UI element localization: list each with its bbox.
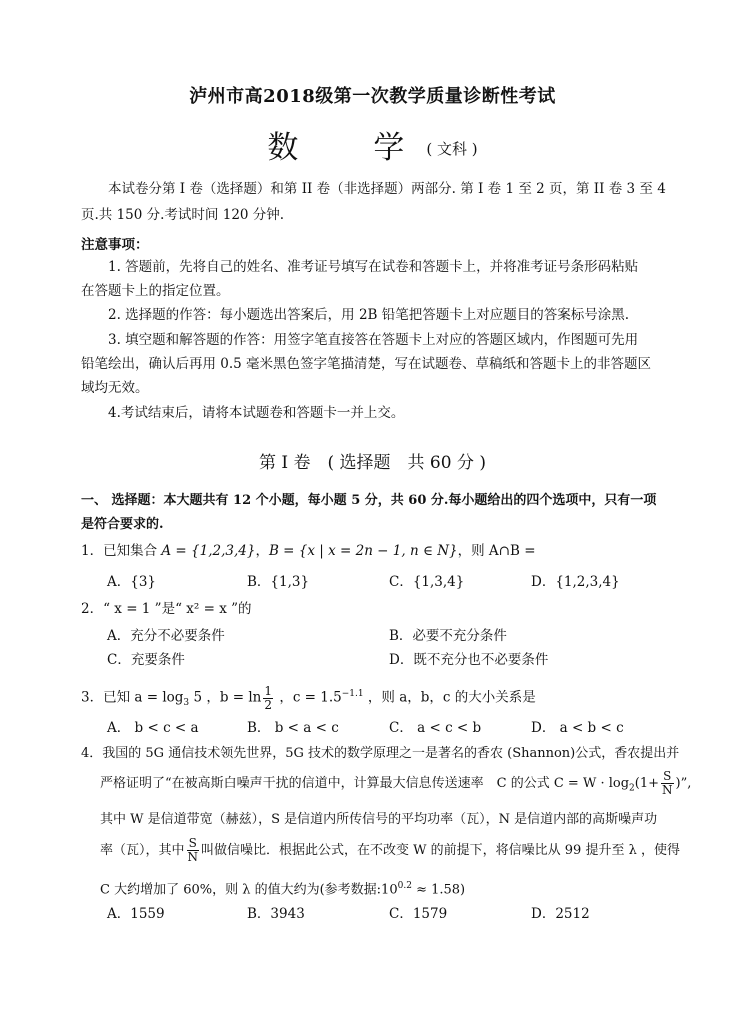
q2-option-d[interactable]: D．既不充分也不必要条件 [389,652,549,668]
q4-snr-fraction [187,837,200,864]
q1-option-a[interactable]: A．{3} [107,574,157,590]
question-1 [81,539,536,563]
section-title: 第 I 卷 ( 选择题 共 60 分 ) [258,453,487,473]
q4-shannon-fraction [661,770,674,797]
q4-option-d[interactable]: D．2512 [531,906,590,922]
q3-fraction [263,685,273,712]
q1-set-a: A = {1,2,3,4} [161,543,256,559]
q1-pre: 已知集合 [103,543,158,559]
q2-option-b[interactable]: B．必要不充分条件 [389,628,507,644]
intro-line-1: 本试卷分第 I 卷（选择题）和第 II 卷（非选择题）两部分. 第 I 卷 1 至 2 页，第 II 卷 3 至 4 [108,181,666,197]
q4-snr-n: N [187,850,199,864]
note-1b: 在答题卡上的指定位置。 [81,283,230,299]
q4-log-base: 2 [629,783,635,794]
q4-number: 4． [81,746,103,761]
q2-options-row-2 [107,648,667,668]
q3-frac-denominator: 2 [264,697,273,712]
q4-option-a[interactable]: A．1559 [107,906,165,922]
note-1a: 1. 答题前，先将自己的姓名、准考证号填写在试卷和答题卡上，并将准考证号条形码粘贴 [108,259,639,275]
q3-log-base: 3 [183,698,190,709]
question-4-line-3: 其中 W 是信道带宽（赫兹），S 是信道内所传信号的平均功率（瓦），N 是信道内部的高斯噪声功 [100,812,658,827]
q4-option-b[interactable]: B．3943 [247,906,305,922]
q4-snr-s: S [187,837,200,851]
q4-frac-n: N [662,783,673,797]
q1-sep: ， [255,543,269,559]
q1-options [107,570,667,590]
note-3c: 域均无效。 [81,380,149,396]
q3-option-c[interactable]: C． a < c < b [389,720,482,736]
q4-line-2c: (1+ [634,776,660,791]
question-4-line-2 [100,769,691,804]
q1-option-d[interactable]: D．{1,2,3,4} [531,574,620,590]
q4-frac-s: S [661,770,674,784]
q3-option-a[interactable]: A． b < c < a [107,720,199,736]
q2-number: 2． [81,601,104,617]
q4-line-1: 我国的 5G 通信技术领先世界，5G 技术的数学原理之一是著名的香农 (Shannon)公式，香农提出并 [102,746,680,761]
q3-a-tail: 5 ，b = ln [189,689,262,706]
q4-line-2e: )”, [675,776,692,791]
q4-line-4a: 率（瓦），其中 [100,843,185,858]
q2-option-a[interactable]: A．充分不必要条件 [107,628,225,644]
note-4: 4.考试结束后，请将本试题卷和答题卡一并上交。 [108,405,405,421]
note-3a: 3. 填空题和解答题的作答：用签字笔直接答在答题卡上对应的答题区域内，作图题可先用 [108,332,639,348]
question-4-line-1 [81,742,679,766]
q3-pre: 已知 a = log [103,689,184,706]
q2-option-c[interactable]: C．充要条件 [107,652,185,668]
q3-frac-numerator: 1 [264,683,273,698]
q3-post: ，则 a，b，c 的大小关系是 [363,689,536,706]
q2-text: “ x = 1 ”是“ x² = x ”的 [103,601,252,617]
instructions-line-1: 一、 选择题：本大题共有 12 个小题，每小题 5 分，共 60 分.每小题给出的四个选项中，只有一项 [81,493,657,508]
question-3 [81,679,536,718]
subject-note: ( 文科 ) [426,140,478,158]
q4-line-5a: C 大约增加了 60%，则 λ 的值大约为(参考数据:10 [100,882,398,898]
q3-options [107,716,667,736]
q4-line-5b: ≈ 1.58) [411,882,466,898]
q3-number: 3． [81,689,104,706]
instructions-line-2: 是符合要求的. [81,517,164,532]
q1-post: ，则 A∩B = [457,543,536,559]
q4-option-c[interactable]: C．1579 [389,906,448,922]
subject-name: 数 学 [267,130,427,166]
exam-title: 泸州市高2018级第一次教学质量诊断性考试 [189,86,556,107]
question-4-line-5 [100,874,465,902]
q3-c-exponent: −1.1 [341,689,364,699]
q4-options [107,902,667,922]
note-2: 2. 选择题的作答：每小题选出答案后，用 2B 铅笔把答题卡上对应题目的答案标号涂黑. [108,307,630,323]
q1-set-b: B = {x | x = 2n − 1, n ∈ N} [268,543,458,559]
q4-line-2a: 严格证明了“在被高斯白噪声干扰的信道中，计算最大信息传送速率 C 的公式 C = W · log [100,776,630,791]
q3-option-d[interactable]: D． a < b < c [531,720,624,736]
q3-c-part: ，c = 1.5 [275,689,342,706]
question-4-line-4 [100,836,680,866]
intro-line-2: 页.共 150 分.考试时间 120 分钟. [81,207,285,223]
notes-heading: 注意事项： [81,237,149,253]
q4-line-4b: 叫做信噪比．根据此公式，在不改变 W 的前提下，将信噪比从 99 提升至 λ ，使得 [201,843,680,858]
q1-number: 1． [81,543,104,559]
q2-options-row-1 [107,624,667,644]
q4-exponent: 0.2 [397,881,412,891]
note-3b: 铅笔绘出，确认后再用 0.5 毫米黑色签字笔描清楚，写在试题卷、草稿纸和答题卡上的非答题区 [81,356,652,372]
subject-heading [0,122,745,167]
q1-option-c[interactable]: C．{1,3,4} [389,574,465,590]
question-2 [81,597,252,621]
q1-option-b[interactable]: B．{1,3} [247,574,310,590]
q3-option-b[interactable]: B． b < a < c [247,720,339,736]
